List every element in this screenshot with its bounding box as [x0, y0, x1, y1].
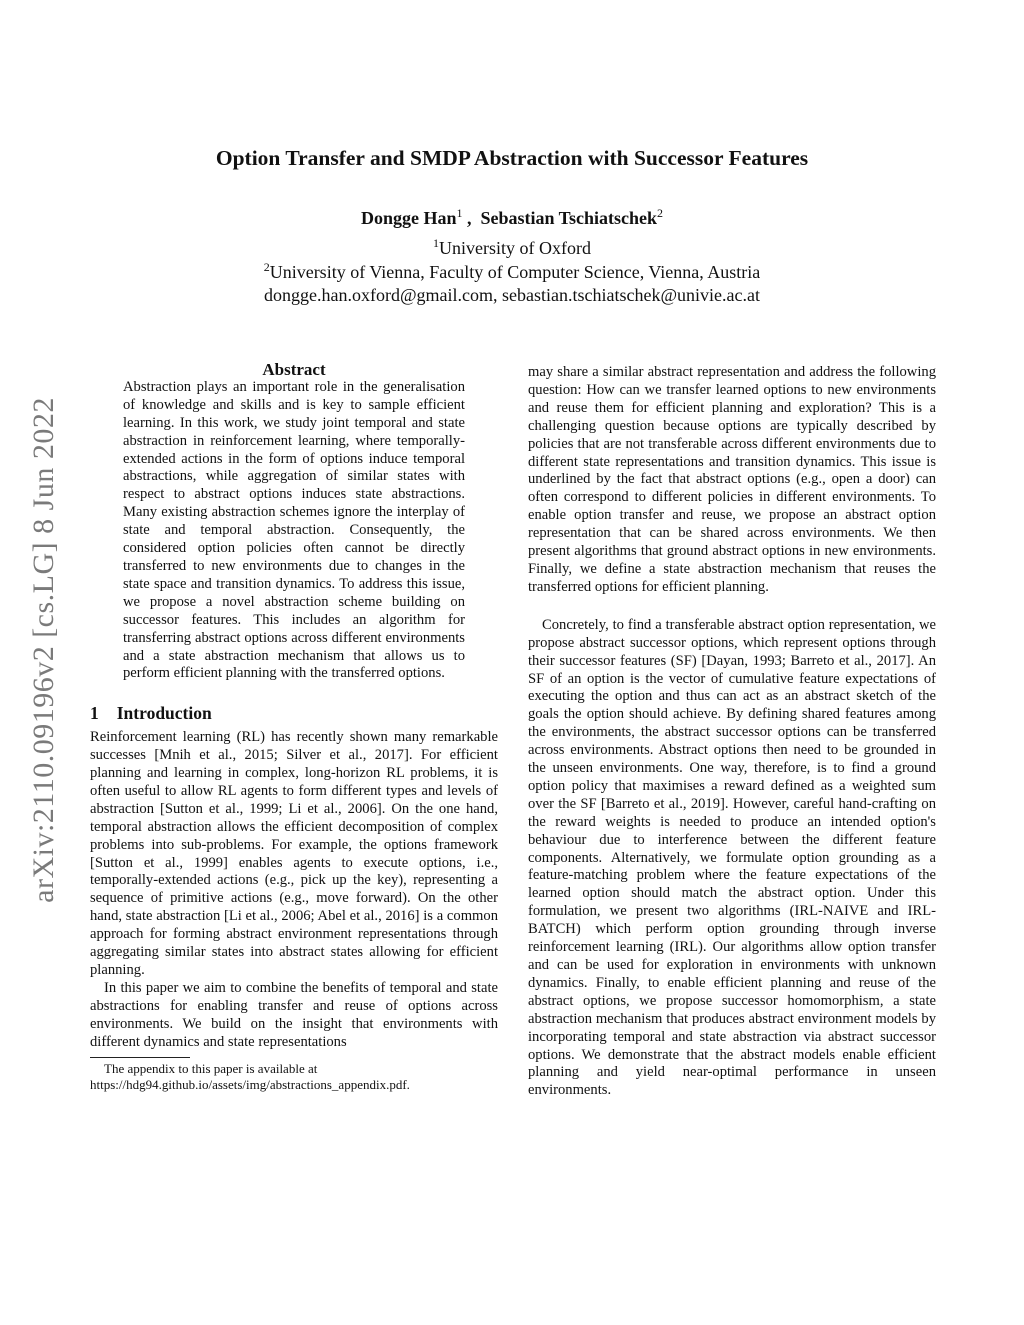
paper-title: Option Transfer and SMDP Abstraction with Successor Features: [215, 146, 809, 170]
section-heading: [90, 705, 498, 723]
abstract-heading: Abstract: [262, 360, 326, 379]
arxiv-sidebar-stamp: [20, 360, 68, 940]
author-name: Sebastian Tschiatschek: [480, 208, 658, 228]
paragraph: In this paper we aim to combine the benefits of temporal and state abstractions for enabling transfer and reuse of options across environments. We build on the insight that environments with different dynamics and state representations: [90, 979, 498, 1050]
affiliation-mark: 1: [433, 236, 439, 250]
section-number: 1: [90, 703, 99, 724]
abstract-body: Abstraction plays an important role in the generalisation of knowledge and skills and is key to sample efficient learning. In this work, we study joint temporal and state abstraction in reinforcement learning, where temporally-extended actions in the form of options induce temporal abstractions, while aggregation of similar states with respect to abstract options induces state abstractions. Many existing abstraction schemes ignore the interplay of state and temporal abstraction. Consequently, the considered option policies often cannot be directly transferred to new environments due to changes in the state space and transition dynamics. To address this issue, we propose a novel abstraction scheme building on successor features. This includes an algorithm for transferring abstract options across different environments and a state abstraction mechanism that allows us to perform efficient planning with the transferred options.: [123, 378, 465, 682]
footnote-rule: [90, 1057, 190, 1058]
right-column: [528, 364, 936, 1100]
author-separator: ,: [462, 208, 481, 228]
paragraph: Reinforcement learning (RL) has recently shown many remarkable successes [Mnih et al., 2015; Silver et al., 2017]. For efficient planning and learning in complex, long-horizon RL problems, it is often useful to allow RL agents to form different types and levels of abstraction [Sutton et al., 1999; Li et al., 2006]. On the one hand, temporal abstraction allows the efficient decomposition of complex problems into sub-problems. For example, the options framework [Sutton et al., 1999] enables agents to execute options, i.e., temporally-extended actions (e.g., pick up the key), representing a sequence of primitive actions (e.g., move forward). On the other hand, state abstraction [Li et al., 2006; Abel et al., 2016] is a common approach for forming abstract environment representations through aggregating similar states into abstract states allowing for efficient planning.: [90, 729, 498, 978]
author-name: Dongge Han: [360, 208, 457, 228]
affiliation-text: University of Oxford: [439, 238, 591, 258]
section-title: Introduction: [116, 703, 212, 724]
affiliation-line: [90, 236, 934, 259]
affiliation-mark: 2: [263, 260, 270, 274]
paragraph: may share a similar abstract representation and address the following question: How can we transfer learned options to new environments and reuse them for efficient planning and exploration? This is a challenging question because options are typically described by policies that are not transferable across different environments due to different state representations and transition dynamics. This issue is underlined by the fact that abstract options (e.g., open a door) can often correspond to different policies in different environments. To enable option transfer and reuse, we propose an abstract option representation that can be shared across environments. We then present algorithms that ground abstract options in new environments. Finally, we define a state abstraction mechanism that reuses the transferred options for efficient planning.: [528, 364, 936, 595]
paragraph: Concretely, to find a transferable abstract option representation, we propose abstract successor options, which represent options through their successor features (SF) [Dayan, 1993; Barreto et al., 2017]. An SF of an option is the vector of cumulative feature expectations of executing the option and thus can act as an abstract sketch of the goals the option should achieve. By defining shared features among the environments, the abstract successor options can be transferred across environments. Abstract options then need to be grounded in the unseen environments. One way, therefore, is to find a ground option policy that maximises a reward defined as a weighted sum over the SF [Barreto et al., 2019]. However, careful hand-crafting on the reward weights is needed to produce an intended option's behaviour due to interference between the different feature components. Alternatively, we formulate option grounding as a feature-matching problem where the feature expectations of the learned option should match the abstract option. Under this formulation, we present two algorithms (IRL-NAIVE and IRL-BATCH) which perform option grounding through inverse reinforcement learning (IRL). Our algorithms allow option transfer and can be used for exploration in environments with unknown dynamics. Finally, to enable efficient planning and reuse of the abstract options, we propose successor homomorphism, a state abstraction mechanism that produces abstract environment models by incorporating temporal and state abstraction via abstract successor options. We demonstrate that the abstract models enable efficient planning and yield near-optimal performance in unseen environments.: [528, 616, 936, 1099]
left-column: [90, 361, 498, 1094]
affiliation-line: [90, 260, 934, 283]
affiliation-text: University of Vienna, Faculty of Computer Science, Vienna, Austria: [269, 262, 761, 282]
author-emails: dongge.han.oxford@gmail.com, sebastian.tschiatschek@univie.ac.at: [263, 285, 760, 305]
footnote: The appendix to this paper is available at https://hdg94.github.io/assets/img/abstractions_appendix.pdf.: [90, 1060, 410, 1093]
author-affiliation-mark: 1: [456, 206, 463, 220]
author-affiliation-mark: 2: [657, 206, 664, 220]
arxiv-identifier: arXiv:2110.09196v2 [cs.LG] 8 Jun 2022: [27, 397, 60, 903]
author-line: [90, 206, 934, 229]
